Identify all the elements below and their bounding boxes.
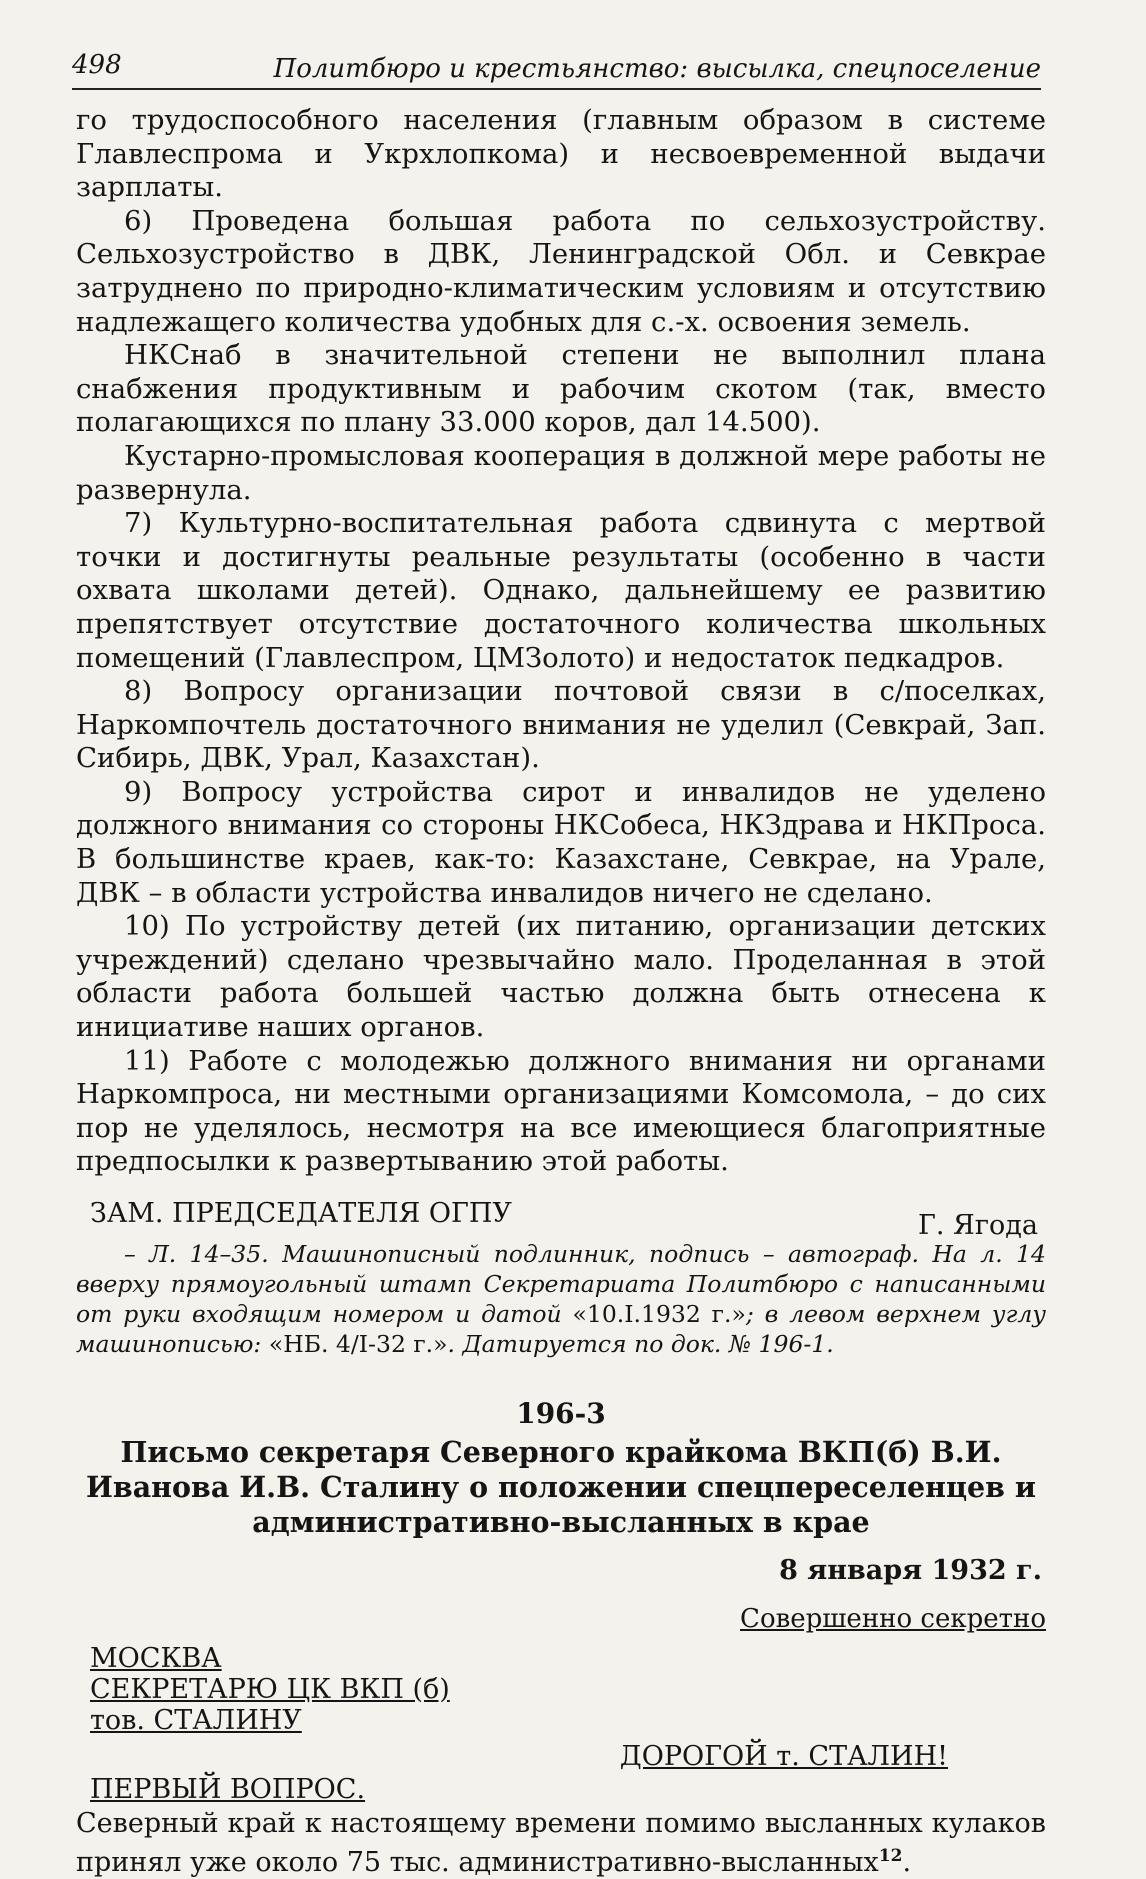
page-number: 498 [72,50,122,80]
paragraph: НКСнаб в значительной степени не выполнил плана снабжения продуктивным и рабочим скотом (так, вместо полагающихся по плану 33.000 коров, дал 14.500). [76,339,1046,439]
address-block [90,1643,1046,1736]
document-number: 196-3 [516,1397,606,1430]
letter-text-body: Северный край к настоящему времени помимо высланных кулаков принял уже около 75 тыс. административно-высланных [76,1807,1046,1878]
source-note-ref: «10.I.1932 г.» [572,1300,746,1328]
running-title: Политбюро и крестьянство: высылка, спецпоселение [273,54,1041,84]
source-note-text: ; в левом верхнем углу машинописью: [76,1300,1046,1358]
source-note-text: – Л. 14–35. Машинописный подлинник, подпись – автограф. На л. 14 вверху прямоугольный штамп Секретариата Политбюро с написанными от руки входящим номером и датой [76,1240,1046,1328]
paragraph: го трудоспособного населения (главным образом в системе Главлеспрома и Укрхлопкома) и несвоевременной выдачи зарплаты. [76,104,1046,204]
classification-stamp: Совершенно секретно [740,1604,1046,1635]
paragraph: 7) Культурно-воспитательная работа сдвинута с мертвой точки и достигнуты реальные результаты (особенно в части охвата школами детей). Однако, дальнейшему ее развитию препятствует отсутствие достаточного количества школьных помещений (Главлеспром, ЦМЗолото) и недостаток педкадров. [76,507,1046,674]
paragraph: 8) Вопросу организации почтовой связи в с/поселках, Наркомпочтель достаточного внимания не уделил (Севкрай, Зап. Сибирь, ДВК, Урал, Казахстан). [76,675,1046,775]
section-heading: ПЕРВЫЙ ВОПРОС. [90,1774,366,1806]
address-line: МОСКВА [90,1642,222,1674]
paragraph: 9) Вопросу устройства сирот и инвалидов не уделено должного внимания со стороны НКСобеса, НКЗдрава и НКПроса. В большинстве краев, как-то: Казахстане, Севкрае, на Урале, ДВК – в области устройства инвалидов ничего не сделано. [76,775,1046,909]
letter-text-end: . [902,1846,912,1878]
document-title: Письмо секретаря Северного крайкома ВКП(б) В.И. Иванова И.В. Сталину о положении спецпереселенцев и административно-высланных в крае [85,1434,1037,1539]
source-note [76,1239,1046,1359]
paragraph: 10) По устройству детей (их питанию, организации детских учреждений) сделано чрезвычайно мало. Проделанная в этой области работа большей частью должна быть отнесена к инициативе наших органов. [76,910,1046,1044]
greeting: ДОРОГОЙ т. СТАЛИН! [619,1740,948,1772]
paragraph: 11) Работе с молодежью должного внимания ни органами Наркомпроса, ни местными организациями Комсомола, – до сих пор не уделялось, несмотря на все имеющиеся благоприятные предпосылки к развертыванию этой работы. [76,1044,1046,1178]
paragraph: 6) Проведена большая работа по сельхозустройству. Сельхозустройство в ДВК, Ленинградской Обл. и Севкрае затруднено по природно-климатическим условиям и отсутствию надлежащего количества удобных для с.-х. освоения земель. [76,204,1046,338]
signature-name: Г. Ягода [918,1210,1038,1241]
paragraph: Кустарно-промысловая кооперация в должной мере работы не развернула. [76,439,1046,506]
footnote-ref: 12 [878,1845,903,1866]
document-date: 8 января 1932 г. [779,1554,1042,1586]
source-note-text: . Датируется по док. № 196-1. [447,1330,834,1358]
signature-position: ЗАМ. ПРЕДСЕДАТЕЛЯ ОГПУ [90,1198,512,1229]
address-line: СЕКРЕТАРЮ ЦК ВКП (б) [90,1673,450,1705]
signature-block [76,1187,1046,1239]
source-note-ref: «НБ. 4/I-32 г.» [268,1330,448,1358]
address-line: тов. СТАЛИНУ [90,1704,302,1736]
page-body [76,104,1046,1879]
running-header [72,48,1041,90]
letter-text [76,1807,1046,1879]
